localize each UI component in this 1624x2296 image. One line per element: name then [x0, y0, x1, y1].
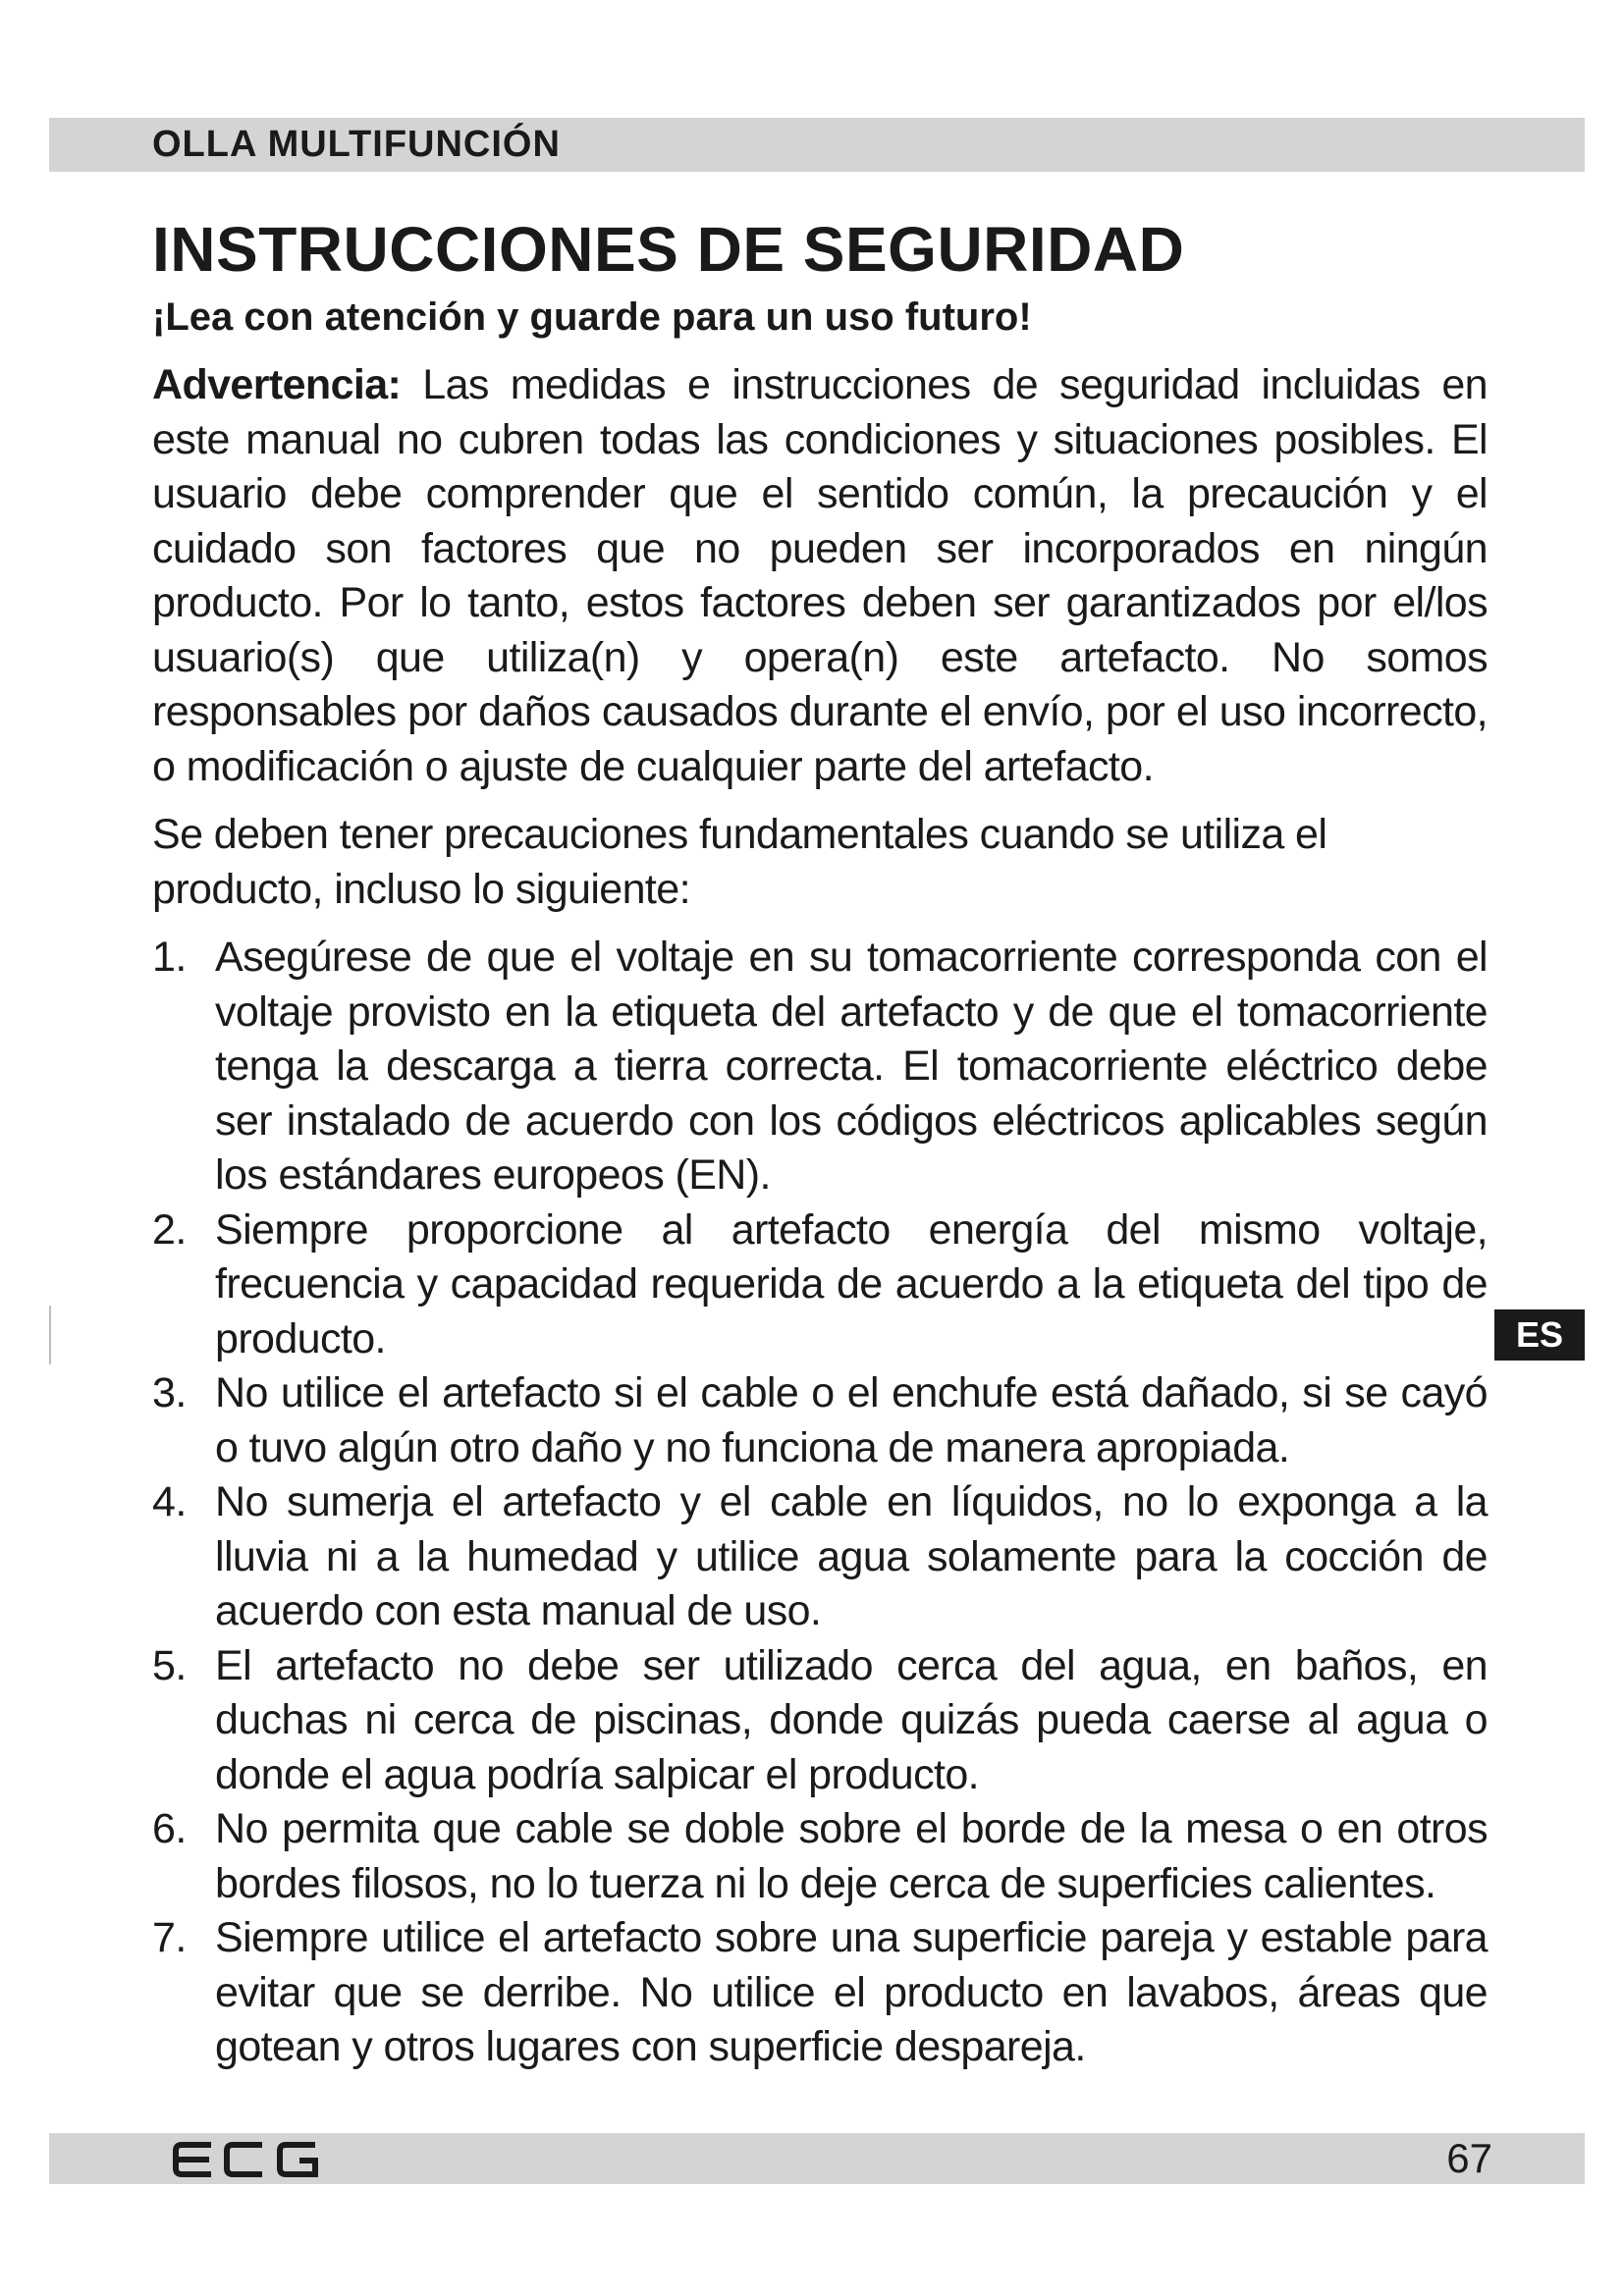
list-item: [152, 931, 1488, 1203]
list-item-number: 3.: [152, 1369, 187, 1416]
list-item: [152, 1475, 1488, 1639]
list-item-text: Siempre utilice el artefacto sobre una superficie pareja y estable para evitar que se derribe. No utilice el producto en lavabos, áreas que gotean y otros lugares con superficie despareja.: [215, 1914, 1488, 2070]
subtitle: ¡Lea con atención y guarde para un uso futuro!: [152, 295, 1032, 339]
list-item: [152, 1802, 1488, 1911]
warning-label: Advertencia:: [152, 361, 402, 408]
intro-paragraph: Se deben tener precauciones fundamentales cuando se utiliza el producto, incluso lo siguiente:: [152, 811, 1327, 913]
margin-mark: [49, 1306, 51, 1364]
list-item: [152, 1911, 1488, 2075]
warning-text: Las medidas e instrucciones de seguridad incluidas en este manual no cubren todas las condiciones y situaciones posibles. El usuario debe comprender que el sentido común, la precaución y el cuidado son factores que no pueden ser incorporados en ningún producto. Por lo tanto, estos factores deben ser garantizados por el/los usuario(s) que utiliza(n) y opera(n) este artefacto. No somos responsables por daños causados durante el envío, por el uso incorrecto, o modificación o ajuste de cualquier parte del artefacto.: [152, 361, 1488, 790]
list-item-number: 1.: [152, 934, 187, 981]
safety-list: [152, 931, 1488, 2075]
page-title: INSTRUCCIONES DE SEGURIDAD: [152, 214, 1185, 285]
list-item: [152, 1639, 1488, 1803]
header-title: OLLA MULTIFUNCIÓN: [152, 124, 561, 165]
list-item-number: 5.: [152, 1641, 187, 1689]
warning-paragraph: [152, 358, 1488, 794]
list-item-number: 4.: [152, 1478, 187, 1525]
list-item-text: No utilice el artefacto si el cable o el enchufe está dañado, si se cayó o tuvo algún otro daño y no funciona de manera apropiada.: [215, 1369, 1488, 1471]
list-item-text: No permita que cable se doble sobre el borde de la mesa o en otros bordes filosos, no lo tuerza ni lo deje cerca de superficies calientes.: [215, 1805, 1488, 1907]
content-body: [152, 358, 1488, 2075]
list-item-number: 6.: [152, 1805, 187, 1852]
language-tab: ES: [1494, 1309, 1585, 1361]
list-item: [152, 1203, 1488, 1367]
list-item-text: Siempre proporcione al artefacto energía del mismo voltaje, frecuencia y capacidad requerida de acuerdo a la etiqueta del tipo de producto.: [215, 1205, 1488, 1362]
list-item-text: Asegúrese de que el voltaje en su tomacorriente corresponda con el voltaje provisto en la etiqueta del artefacto y de que el tomacorriente tenga la descarga a tierra correcta. El tomacorriente eléctrico debe ser instalado de acuerdo con los códigos eléctricos aplicables según los estándares europeos (EN).: [215, 934, 1488, 1199]
page-number: 67: [1446, 2135, 1492, 2181]
ecg-logo-mark: [172, 2141, 329, 2178]
ecg-logo: [172, 2141, 329, 2183]
list-item-number: 7.: [152, 1914, 187, 1961]
list-item-text: El artefacto no debe ser utilizado cerca del agua, en baños, en duchas ni cerca de piscinas, donde quizás pueda caerse al agua o donde el agua podría salpicar el producto.: [215, 1641, 1488, 1798]
list-item-number: 2.: [152, 1205, 187, 1254]
list-item: [152, 1366, 1488, 1475]
list-item-text: No sumerja el artefacto y el cable en líquidos, no lo exponga a la lluvia ni a la humedad y utilice agua solamente para la cocción de acuerdo con esta manual de uso.: [215, 1478, 1488, 1634]
